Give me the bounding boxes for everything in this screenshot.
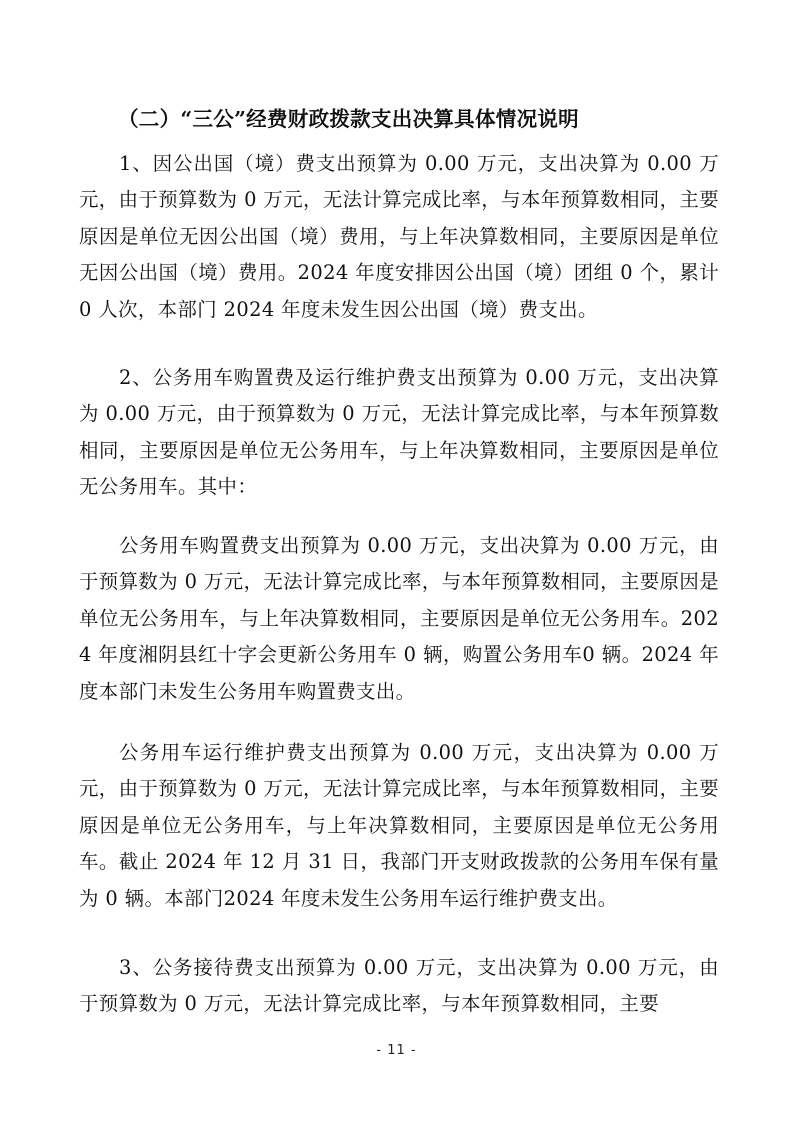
section-heading: （二）“三公”经费财政拨款支出决算具体情况说明 (118, 107, 579, 131)
paragraph-vehicle-purchase: 公务用车购置费支出预算为 0.00 万元，支出决算为 0.00 万元，由于预算数为 0 万元，无法计算完成比率，与本年预算数相同，主要原因是单位无公务用车，与上年决算数相同，主要原因是单位无公务用车。2024 年度湘阴县红十字会更新公务用车 0 辆，购置公务用车0 辆。2024 年度本部门未发生公务用车购置费支出。 (79, 534, 719, 703)
paragraph-official-reception: 3、公务接待费支出预算为 0.00 万元，支出决算为 0.00 万元，由于预算数为 0 万元，无法计算完成比率，与本年预算数相同，主要 (79, 956, 719, 1016)
paragraph-overseas-travel: 1、因公出国（境）费支出预算为 0.00 万元，支出决算为 0.00 万元，由于预算数为 0 万元，无法计算完成比率，与本年预算数相同，主要原因是单位无因公出国（境）费用，与上年决算数相同，主要原因是单位无因公出国（境）费用。2024 年度安排因公出国（境）团组 0 个，累计 0 人次，本部门 2024 年度未发生因公出国（境）费支出。 (79, 152, 719, 321)
page-number: - 11 - (376, 1043, 417, 1058)
paragraph-official-vehicles: 2、公务用车购置费及运行维护费支出预算为 0.00 万元，支出决算为 0.00 万元，由于预算数为 0 万元，无法计算完成比率，与本年预算数相同，主要原因是单位无公务用车，与上年决算数相同，主要原因是单位无公务用车。其中： (79, 366, 719, 499)
paragraph-vehicle-maintenance: 公务用车运行维护费支出预算为 0.00 万元，支出决算为 0.00 万元，由于预算数为 0 万元，无法计算完成比率，与本年预算数相同，主要原因是单位无公务用车，与上年决算数相同，主要原因是单位无公务用车。截止 2024 年 12 月 31 日，我部门开支财政拨款的公务用车保有量为 0 辆。本部门2024 年度未发生公务用车运行维护费支出。 (79, 741, 719, 910)
